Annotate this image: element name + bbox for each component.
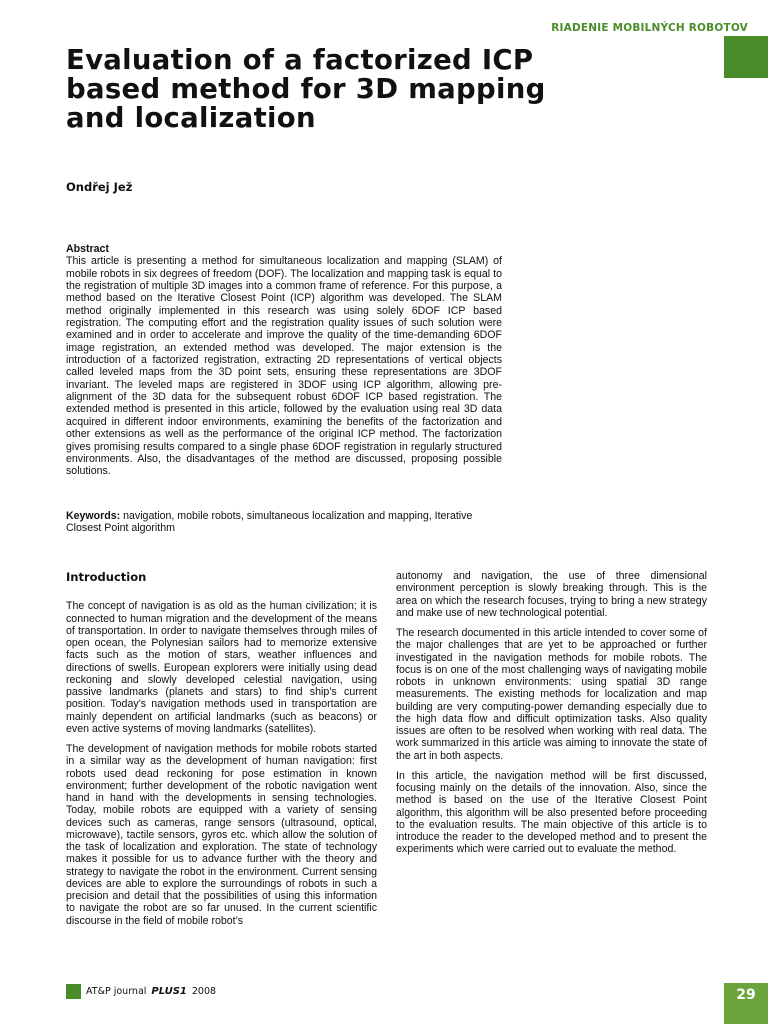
body-paragraph: In this article, the navigation method will be first discussed, focusing mainly on the details of the innovation. Also, since the method is based on the use of the Iterative Closest Point algorithm, this algorithm will be also presented before proceeding to the evaluation results. The main objective of this article is to introduce the reader to the developed method and to present the experiments which were carried out to evaluate the method.	[396, 769, 707, 856]
keywords-text: navigation, mobile robots, simultaneous localization and mapping, Iterative Closest Point algorithm	[66, 510, 473, 535]
body-paragraph: The research documented in this article intended to cover some of the major challenges that are yet to be approached or further investigated in the navigation methods for mobile robots. The focus is on one of the most challenging ways of navigating mobile robots in unknown environments: using spatial 3D range measurements. The existing methods for localization and map building are very computing-power demanding especially due to the high data flow and difficult optimization tasks. Also quality issues are often to be resolved when working with real data. The work summarized in this article was aiming to innovate the state of the art in both aspects.	[396, 627, 707, 762]
left-column	[66, 571, 377, 935]
body-paragraph: The development of navigation methods for mobile robots started in a similar way as the development of human navigation: first robots used dead reckoning for pose estimation in known environment; further development of the robotic navigation went hand in hand with the developments in sensing technologies. Today, mobile robots are equipped with a variety of sensing devices such as cameras, range sensors (ultrasound, optical, microwave), tactile sensors, gyros etc. which allow the solution of the task of localization and exploration. The state of technology makes it possible for us to advance further with the theory and strategy to navigate the robot in the environment. Current sensing devices are able to explore the surroundings of robots in such a precision and detail that the possibilities of using this information to navigate the robot are so far unused. In the current scientific discourse in the field of mobile robot’s	[66, 743, 377, 927]
body-paragraph: The concept of navigation is as old as the human civilization; it is connected to human migration and the development of the means of transportation. In order to navigate themselves through miles of open ocean, the Polynesian sailors had to memorize extensive facts such as the motion of stars, weather influences and directions of swells. European explorers were initially using dead reckoning and slowly developed celestial navigation, using passive landmarks (planets and stars) to find ship’s current position. Today’s navigation methods used in transportation are mainly dependent on artificial landmarks (such as beacons) or even active systems of moving landmarks (satellites).	[66, 600, 377, 735]
section-label: RIADENIE MOBILNÝCH ROBOTOV	[551, 22, 748, 34]
footer-year: 2008	[191, 985, 217, 997]
footer-green-square	[66, 984, 81, 999]
introduction-heading: Introduction	[66, 570, 147, 584]
footer-journal: AT&P journal	[86, 985, 147, 997]
abstract-text: This article is presenting a method for simultaneous localization and mapping (SLAM) of mobile robots in six degrees of freedom (DOF). The localization and mapping task is equal to the registration of multiple 3D images into a common frame of reference. For this purpose, a method based on the Iterative Closest Point (ICP) algorithm was developed. The SLAM method originally implemented in this research was using solely 6DOF ICP based registration. The computing effort and the registration quality issues of such solution were examined and in order to accelerate and improve the quality of the time-demanding 6DOF image registration, an extended method was developed. The major extension is the introduction of a factorized registration, extracting 2D representations of vertical objects called leveled maps from the 3D point sets, ensuring these representations are 3DOF invariant. The leveled maps are registered in 3DOF using ICP algorithm, allowing pre-alignment of the 3D data for the subsequent robust 6DOF ICP based registration. The extended method is presented in this article, followed by the evaluation using real 3D data acquired in different indoor environments, examining the benefits of the factorization and other extensions as well as the performance of the original ICP method. The factorization gives promising results compared to a single phase 6DOF registration in regularly structured environments. Also, the disadvantages of the method are discussed, proposing possible solutions.	[66, 255, 502, 478]
keywords	[66, 510, 502, 535]
footer-journal-plus: PLUS1	[151, 985, 187, 997]
body-paragraph: autonomy and navigation, the use of three dimensional environment perception is slowly breaking through. This is the area on which the research focuses, trying to bring a new strategy and make use of new technological potential.	[396, 570, 707, 619]
footer	[66, 983, 216, 999]
abstract	[66, 243, 502, 478]
green-tab-marker	[724, 36, 768, 78]
author-name: Ondřej Jež	[66, 180, 133, 194]
page-number: 29	[724, 983, 768, 1024]
article-title: Evaluation of a factorized ICP based method for 3D mapping and localization	[66, 44, 546, 134]
keywords-label: Keywords:	[66, 510, 121, 522]
right-column	[396, 570, 707, 864]
abstract-heading: Abstract	[66, 243, 109, 255]
